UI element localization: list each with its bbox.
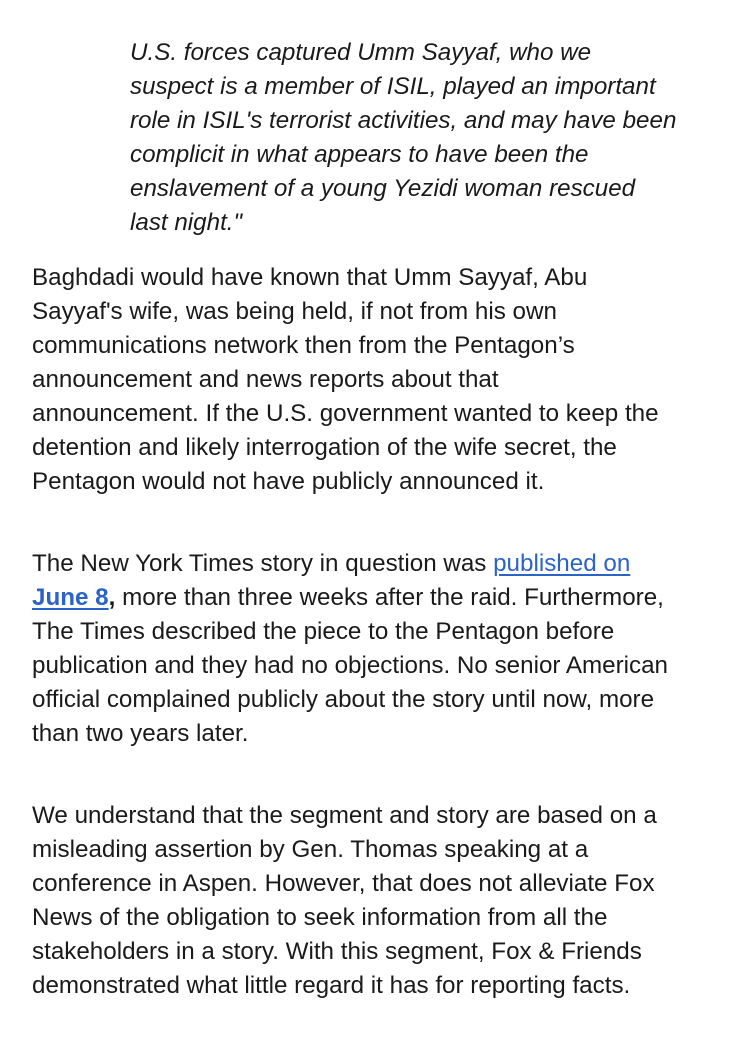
paragraph-line: publication and they had no objections. No senior American (32, 652, 668, 679)
quote-line: last night." (130, 209, 243, 236)
paragraph-line: detention and likely interrogation of the wife secret, the (32, 434, 617, 461)
paragraph-text: more than three weeks after the raid. Furthermore, (115, 584, 664, 611)
paragraph-line: The Times described the piece to the Pentagon before (32, 618, 615, 645)
june-8-link[interactable]: June 8 (32, 584, 109, 611)
paragraph-line: demonstrated what little regard it has for reporting facts. (32, 972, 631, 999)
paragraph-line: stakeholders in a story. With this segment, Fox & Friends (32, 938, 642, 965)
quote-line: role in ISIL's terrorist activities, and may have been (130, 107, 677, 134)
quote-line: U.S. forces captured Umm Sayyaf, who we (130, 39, 592, 66)
paragraph-baghdadi (32, 261, 737, 499)
quote-line: complicit in what appears to have been the (130, 141, 589, 168)
quote-line: enslavement of a young Yezidi woman rescued (130, 175, 636, 202)
paragraph-line: We understand that the segment and story are based on a (32, 802, 657, 829)
paragraph-line (32, 581, 737, 615)
paragraph-text: The New York Times story in question was (32, 550, 494, 577)
paragraph-line: Pentagon would not have publicly announced it. (32, 468, 545, 495)
published-on-link[interactable]: published on (493, 550, 631, 577)
paragraph-line: than two years later. (32, 720, 249, 747)
paragraph-line: conference in Aspen. However, that does not alleviate Fox (32, 870, 655, 897)
paragraph-line (32, 547, 737, 581)
paragraph-line: News of the obligation to seek information from all the (32, 904, 608, 931)
paragraph-line: official complained publicly about the story until now, more (32, 686, 655, 713)
paragraph-line: misleading assertion by Gen. Thomas speaking at a (32, 836, 589, 863)
link-comma: , (108, 584, 116, 611)
paragraph-line: Baghdadi would have known that Umm Sayyaf, Abu (32, 264, 588, 291)
paragraph-line: announcement and news reports about that (32, 366, 499, 393)
paragraph-line: Sayyaf's wife, was being held, if not from his own (32, 298, 557, 325)
paragraph-segment (32, 799, 737, 1003)
quote-line: suspect is a member of ISIL, played an important (130, 73, 656, 100)
block-quote (130, 36, 730, 240)
paragraph-line: announcement. If the U.S. government wanted to keep the (32, 400, 659, 427)
paragraph-line: communications network then from the Pentagon’s (32, 332, 575, 359)
paragraph-nyt-story (32, 547, 737, 751)
